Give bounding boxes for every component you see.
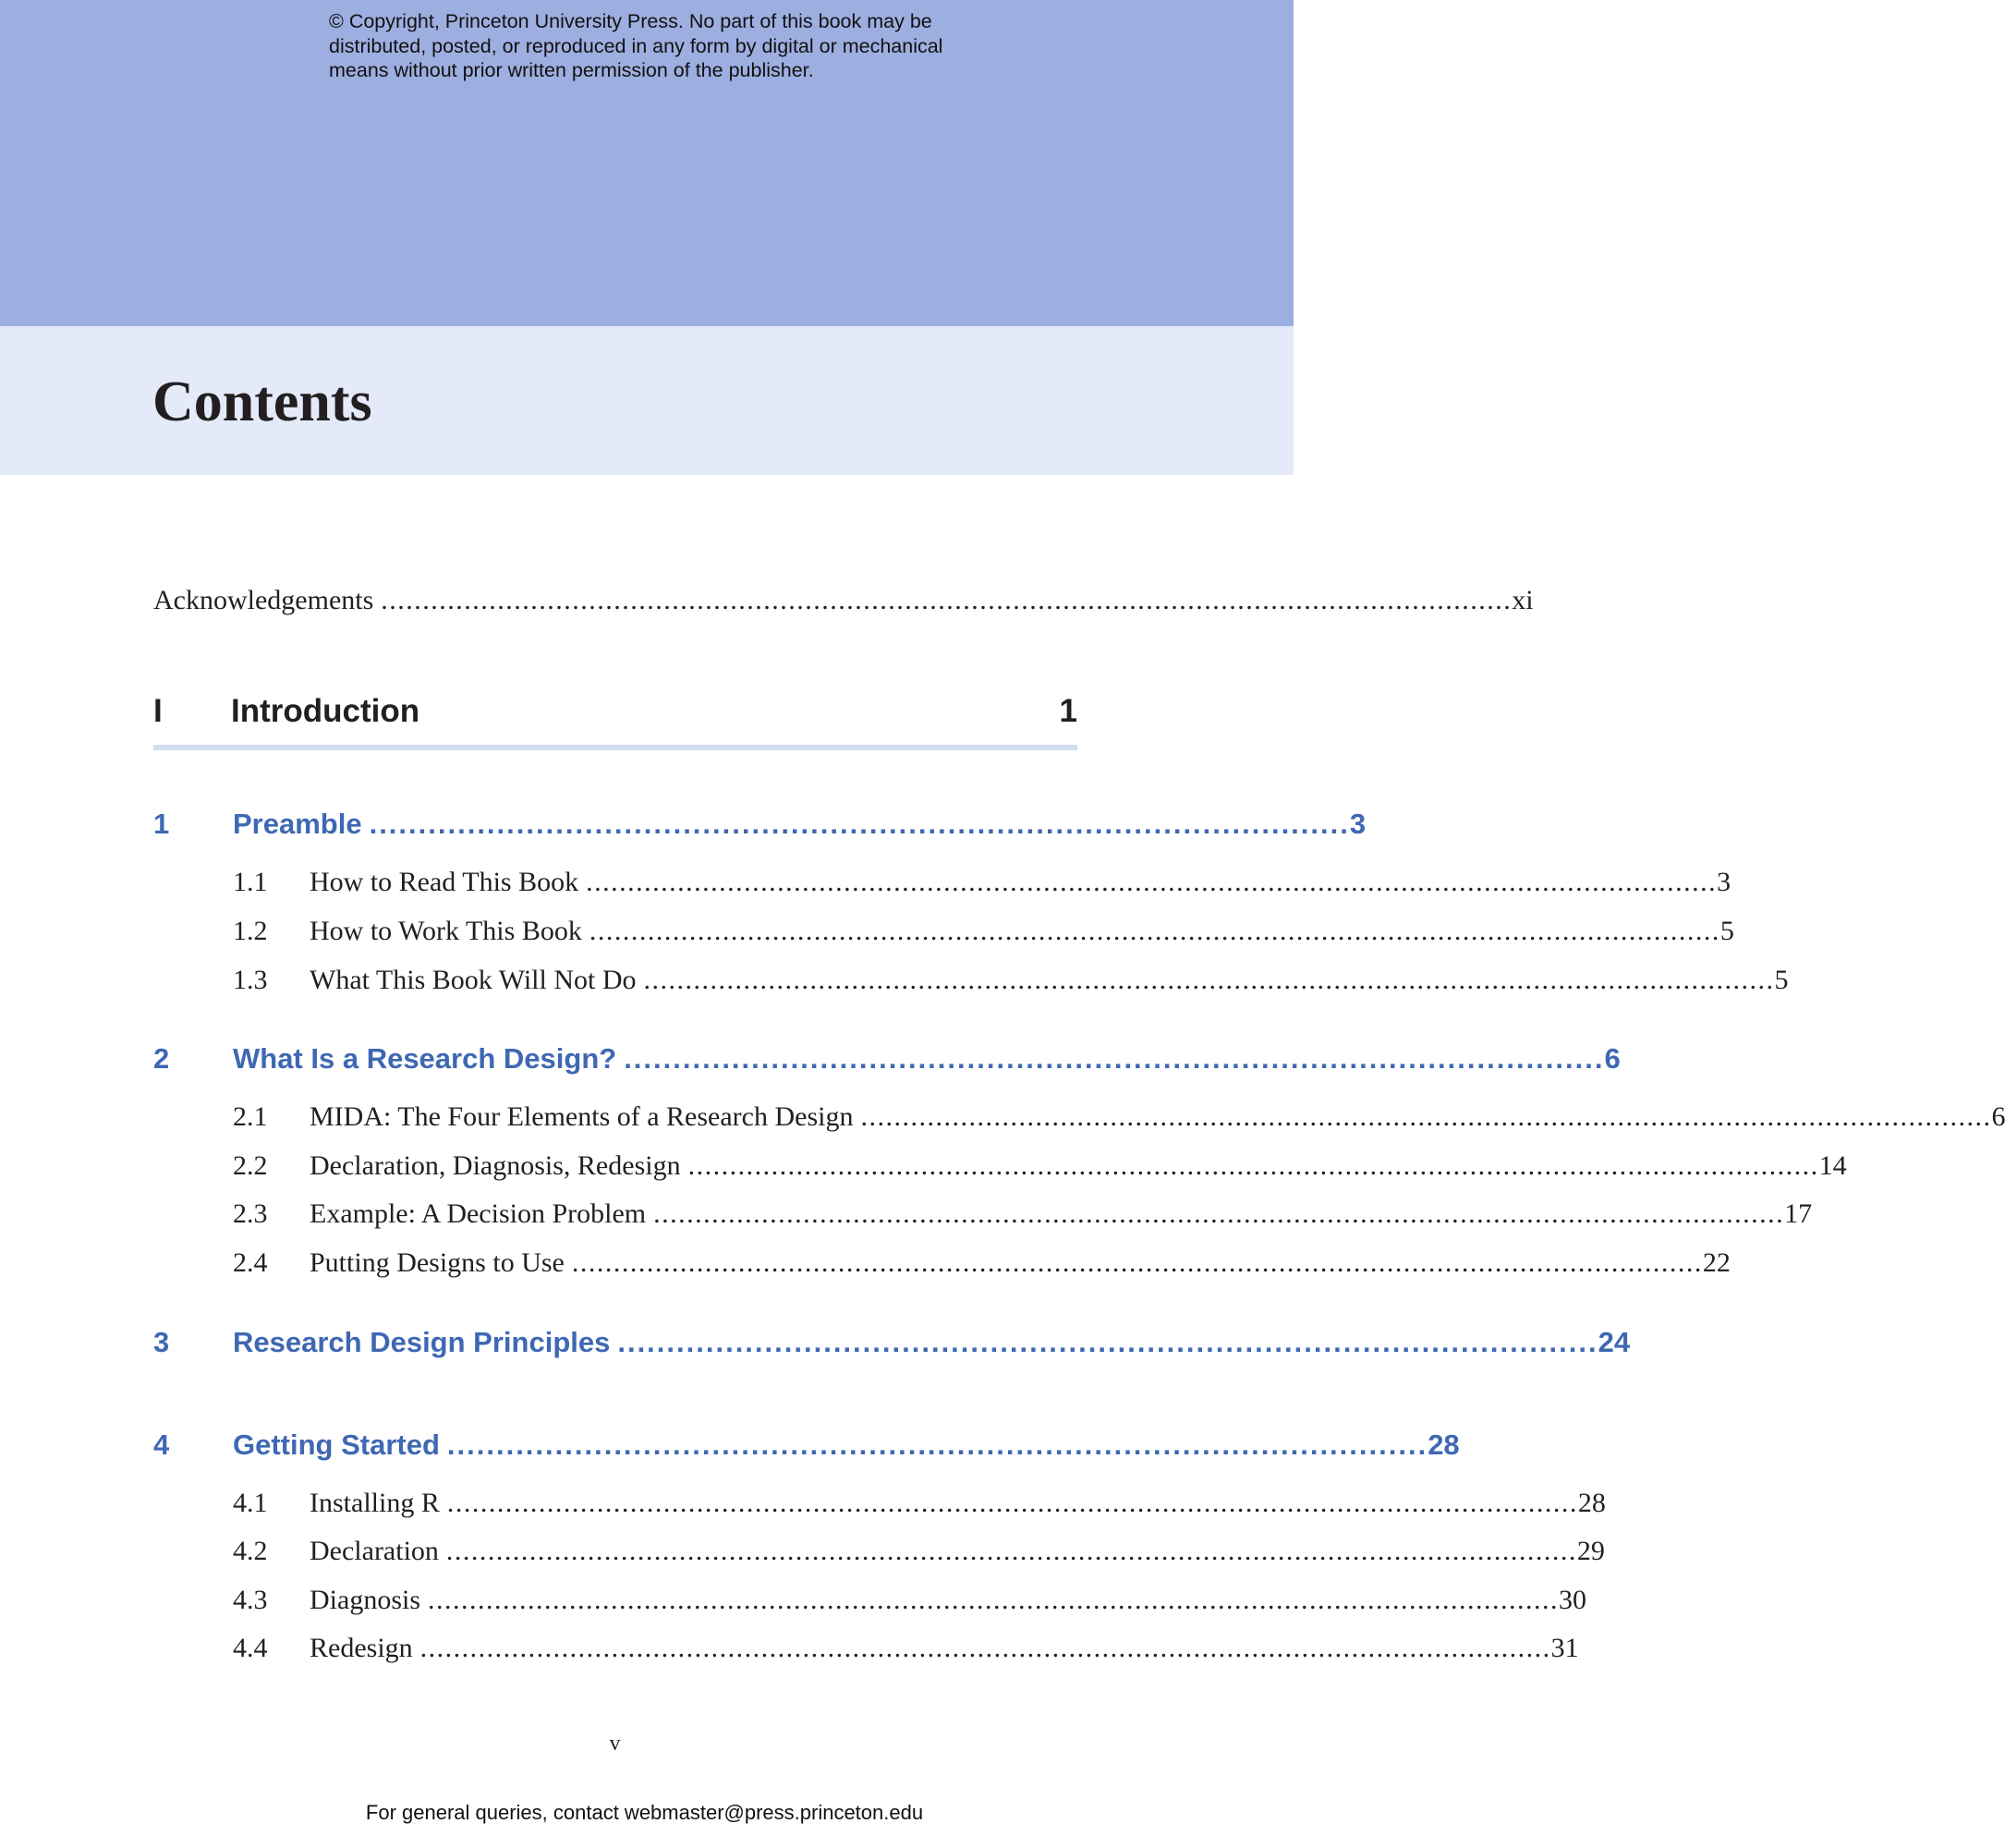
section-title: MIDA: The Four Elements of a Research Design — [310, 1101, 854, 1132]
chapter-title: What Is a Research Design? — [233, 1042, 617, 1075]
toc-section[interactable] — [0, 1148, 1847, 1185]
section-number: 1.1 — [233, 867, 268, 897]
section-title: Putting Designs to Use — [310, 1247, 565, 1278]
chapter-page: 6 — [1604, 1042, 1621, 1075]
section-number: 1.2 — [233, 916, 268, 946]
copyright-line: © Copyright, Princeton University Press. No part of this book may be — [329, 10, 932, 32]
footer-contact: For general queries, contact webmaster@press.princeton.edu — [365, 1801, 924, 1824]
section-number: 1.3 — [233, 965, 268, 995]
toc-part-heading[interactable] — [153, 688, 1077, 735]
chapter-title: Getting Started — [233, 1429, 440, 1461]
section-page: 30 — [1559, 1585, 1586, 1615]
toc-section[interactable] — [0, 864, 1732, 901]
toc-section[interactable] — [0, 1099, 2005, 1136]
section-title: Diagnosis — [310, 1585, 420, 1615]
section-number: 4.4 — [233, 1633, 268, 1663]
copyright-notice — [329, 9, 994, 83]
chapter-page: 24 — [1598, 1326, 1631, 1358]
leader-dots: .................................................................................................... — [446, 1429, 1428, 1461]
leader-dots: ........................................................................................................................................ — [445, 1536, 1577, 1566]
section-page: 28 — [1577, 1488, 1606, 1518]
section-page: 6 — [1991, 1101, 2005, 1132]
toc-section[interactable] — [0, 962, 1789, 999]
part-page: 1 — [1059, 693, 1077, 729]
leader-dots: ........................................................................................................................................ — [428, 1585, 1559, 1615]
section-title: Redesign — [310, 1633, 413, 1663]
part-number: I — [153, 693, 163, 729]
section-number: 4.1 — [233, 1488, 268, 1518]
copyright-line: means without prior written permission of the publisher. — [329, 59, 814, 81]
page-title: Contents — [152, 371, 372, 433]
toc-section[interactable] — [0, 1630, 1579, 1667]
toc-chapter[interactable] — [0, 1425, 1460, 1465]
section-page: 17 — [1784, 1198, 1813, 1229]
part-title: Introduction — [231, 693, 420, 729]
section-page: 14 — [1818, 1150, 1847, 1181]
leader-dots: .................................................................................................... — [624, 1042, 1605, 1075]
section-title: Declaration, Diagnosis, Redesign — [310, 1150, 681, 1181]
toc-chapter[interactable] — [0, 804, 1367, 845]
chapter-number: 1 — [153, 808, 170, 840]
section-title: Installing R — [310, 1488, 440, 1518]
toc-chapter[interactable] — [0, 1039, 1621, 1079]
chapter-page: 3 — [1349, 808, 1367, 840]
leader-dots: ........................................................................................................................................ — [419, 1633, 1551, 1663]
chapter-title: Preamble — [233, 808, 362, 840]
toc-section[interactable] — [0, 1485, 1606, 1522]
leader-dots: ........................................................................................................................................ — [643, 965, 1775, 995]
toc-section[interactable] — [0, 1245, 1731, 1282]
toc-entry-acknowledgements[interactable] — [0, 582, 1534, 619]
leader-dots: ........................................................................................................................................ — [653, 1198, 1785, 1229]
section-title: Example: A Decision Problem — [310, 1198, 647, 1229]
section-number: 2.3 — [233, 1198, 268, 1229]
section-page: 31 — [1550, 1633, 1579, 1663]
leader-dots: ........................................................................................................................................ — [860, 1101, 1992, 1132]
chapter-number: 3 — [153, 1326, 170, 1358]
part-divider — [153, 745, 1077, 750]
leader-dots: ........................................................................................................................................ — [571, 1247, 1703, 1278]
chapter-page: 28 — [1428, 1429, 1460, 1461]
toc-section[interactable] — [0, 913, 1734, 950]
chapter-number: 4 — [153, 1429, 170, 1461]
section-page: 5 — [1719, 916, 1734, 946]
section-number: 2.2 — [233, 1150, 268, 1181]
toc-section[interactable] — [0, 1582, 1586, 1619]
toc-entry-title: Acknowledgements — [153, 585, 374, 615]
section-number: 4.2 — [233, 1536, 268, 1566]
section-number: 2.1 — [233, 1101, 268, 1132]
section-title: What This Book Will Not Do — [310, 965, 637, 995]
chapter-title: Research Design Principles — [233, 1326, 611, 1358]
toc-section[interactable] — [0, 1533, 1605, 1570]
section-page: 29 — [1576, 1536, 1605, 1566]
chapter-number: 2 — [153, 1042, 170, 1075]
leader-dots: ........................................................................................................................................ — [381, 585, 1513, 615]
toc-section[interactable] — [0, 1196, 1813, 1233]
toc-entry-page: xi — [1512, 585, 1534, 615]
leader-dots: ........................................................................................................................................ — [586, 867, 1718, 897]
page-number: v — [609, 1732, 621, 1756]
copyright-banner — [0, 0, 1294, 326]
leader-dots: .................................................................................................... — [617, 1326, 1598, 1358]
section-number: 2.4 — [233, 1247, 268, 1278]
section-title: Declaration — [310, 1536, 439, 1566]
section-page: 22 — [1702, 1247, 1731, 1278]
section-page: 5 — [1774, 965, 1789, 995]
leader-dots: .................................................................................................... — [369, 808, 1350, 840]
section-number: 4.3 — [233, 1585, 268, 1615]
leader-dots: ........................................................................................................................................ — [589, 916, 1720, 946]
copyright-line: distributed, posted, or reproduced in any form by digital or mechanical — [329, 34, 943, 57]
section-page: 3 — [1717, 867, 1732, 897]
leader-dots: ........................................................................................................................................ — [446, 1488, 1578, 1518]
leader-dots: ........................................................................................................................................ — [687, 1150, 1819, 1181]
section-title: How to Read This Book — [310, 867, 579, 897]
toc-chapter[interactable] — [0, 1322, 1631, 1363]
section-title: How to Work This Book — [310, 916, 582, 946]
